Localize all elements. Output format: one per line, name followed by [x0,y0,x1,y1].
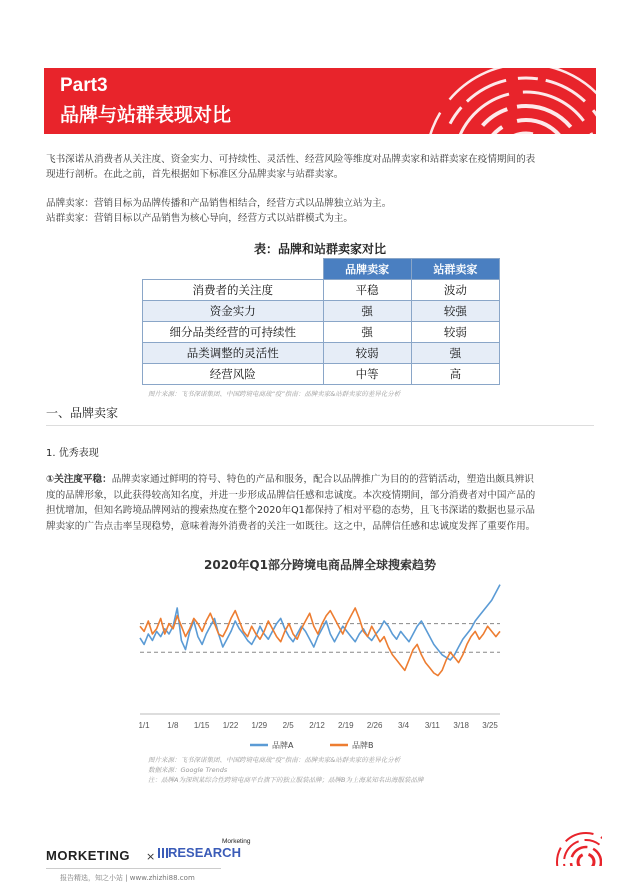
swirl-decoration [336,68,596,134]
row-label: 品类调整的灵活性 [143,343,324,364]
morketing-logo: MORKETING [46,848,130,863]
legend-label: 品牌A [272,741,294,750]
part-title: 品牌与站群表现对比 [60,104,232,126]
x-tick-label: 3/11 [424,721,440,730]
body-paragraph: ①关注度平稳：品牌卖家通过鲜明的符号、特色的产品和服务，配合以品牌推广为目的的营销活动，塑造出颇具辨识 度的品牌形象，以此获得较高知名度，并进一步形成品牌信任感和忠诚度。本次疫情期间，部分消费者对中国产品的 担忧增加，但知名跨境品牌网站的搜索热度在整个2020年Q1都保持了相对平稳的态势，且飞书深诺的数据也显示品 牌卖家的广告点击率呈现稳势，意味着海外消费者的关注一如既往。这之中，品牌信任感和忠诚度发挥了重要作用。 [46,474,536,532]
brand-cell: 较弱 [323,343,411,364]
table-row [143,322,500,343]
row-label: 经营风险 [143,364,324,385]
x-tick-label: 3/4 [397,721,410,730]
intro-paragraph: 飞书深诺从消费者从关注度、资金实力、可持续性、灵活性、经营风险等维度对品牌卖家和站群卖家在疫情期间的表 现进行剖析。在此之前，首先根据如下标准区分品牌卖家与站群卖家。 [46,154,536,180]
bar-chart-icon [158,848,168,858]
swirl-corner-icon [546,818,602,866]
table-header-brand: 品牌卖家 [323,259,411,280]
chart-title: 2020年Q1部分跨境电商品牌全球搜索趋势 [204,558,436,572]
table-row [143,280,500,301]
chart-source: 图片来源：飞书深诺集团、中国跨境电商战“疫”指南：品牌卖家&站群卖家的差异化分析 [148,756,401,764]
x-tick-label: 1/1 [138,721,150,730]
body-lead: ①关注度平稳： [46,474,112,485]
x-tick-label: 2/26 [366,721,383,730]
series-line-brand-b [140,608,500,676]
x-tick-label: 1/29 [251,721,268,730]
table-header-row [143,259,500,280]
brand-cell: 平稳 [323,280,411,301]
subsection-title: 1. 优秀表现 [46,448,99,459]
footer-site: 报告精选，知之小站 | www.zhizhi88.com [60,874,195,882]
brand-cell: 强 [323,301,411,322]
x-tick-label: 2/5 [282,721,294,730]
brand-cell: 中等 [323,364,411,385]
table-row [143,364,500,385]
x-tick-label: 1/22 [222,721,239,730]
group-cell: 高 [411,364,499,385]
definitions [46,196,594,226]
table-row [143,301,500,322]
table-source: 图片来源：飞书深诺集团、中国跨境电商战“疫”指南：品牌卖家&站群卖家的差异化分析 [148,390,401,398]
chart-data-source: 数据来源：Google Trends [148,766,228,774]
row-label: 资金实力 [143,301,324,322]
x-tick-label: 3/18 [453,721,469,730]
footer-divider [46,868,221,869]
x-tick-label: 2/19 [338,721,354,730]
group-definition: 站群卖家：营销目标以产品销售为核心导向，经营方式以站群模式为主。 [46,213,353,224]
table-row [143,343,500,364]
research-tag: Morketing [222,838,251,845]
x-tick-label: 2/12 [309,721,325,730]
research-logo: RESEARCH Morketing [158,845,241,860]
search-trend-chart [0,572,640,772]
comparison-table [142,258,500,385]
part-number: Part3 [60,75,108,96]
chart-note: 注：品牌A为深圳某综合性跨境电商平台旗下的独立服装品牌；品牌B为上海某知名出海服装品牌 [148,776,424,784]
group-cell: 强 [411,343,499,364]
part-banner [44,68,596,134]
series-line-brand-a [140,585,500,660]
x-tick-label: 1/15 [193,721,210,730]
table-header-group: 站群卖家 [411,259,499,280]
brand-definition: 品牌卖家：营销目标为品牌传播和产品销售相结合，经营方式以品牌独立站为主。 [46,198,392,209]
times-sign: × [146,850,156,863]
group-cell: 波动 [411,280,499,301]
x-tick-label: 3/25 [482,721,498,730]
x-tick-label: 1/8 [167,721,179,730]
row-label: 细分品类经营的可持续性 [143,322,324,343]
legend-label: 品牌B [352,741,374,750]
section-title: 一、品牌卖家 [46,404,594,426]
table-title: 表：品牌和站群卖家对比 [253,242,386,256]
brand-cell: 强 [323,322,411,343]
group-cell: 较弱 [411,322,499,343]
table-header-blank [143,259,324,280]
group-cell: 较强 [411,301,499,322]
row-label: 消费者的关注度 [143,280,324,301]
